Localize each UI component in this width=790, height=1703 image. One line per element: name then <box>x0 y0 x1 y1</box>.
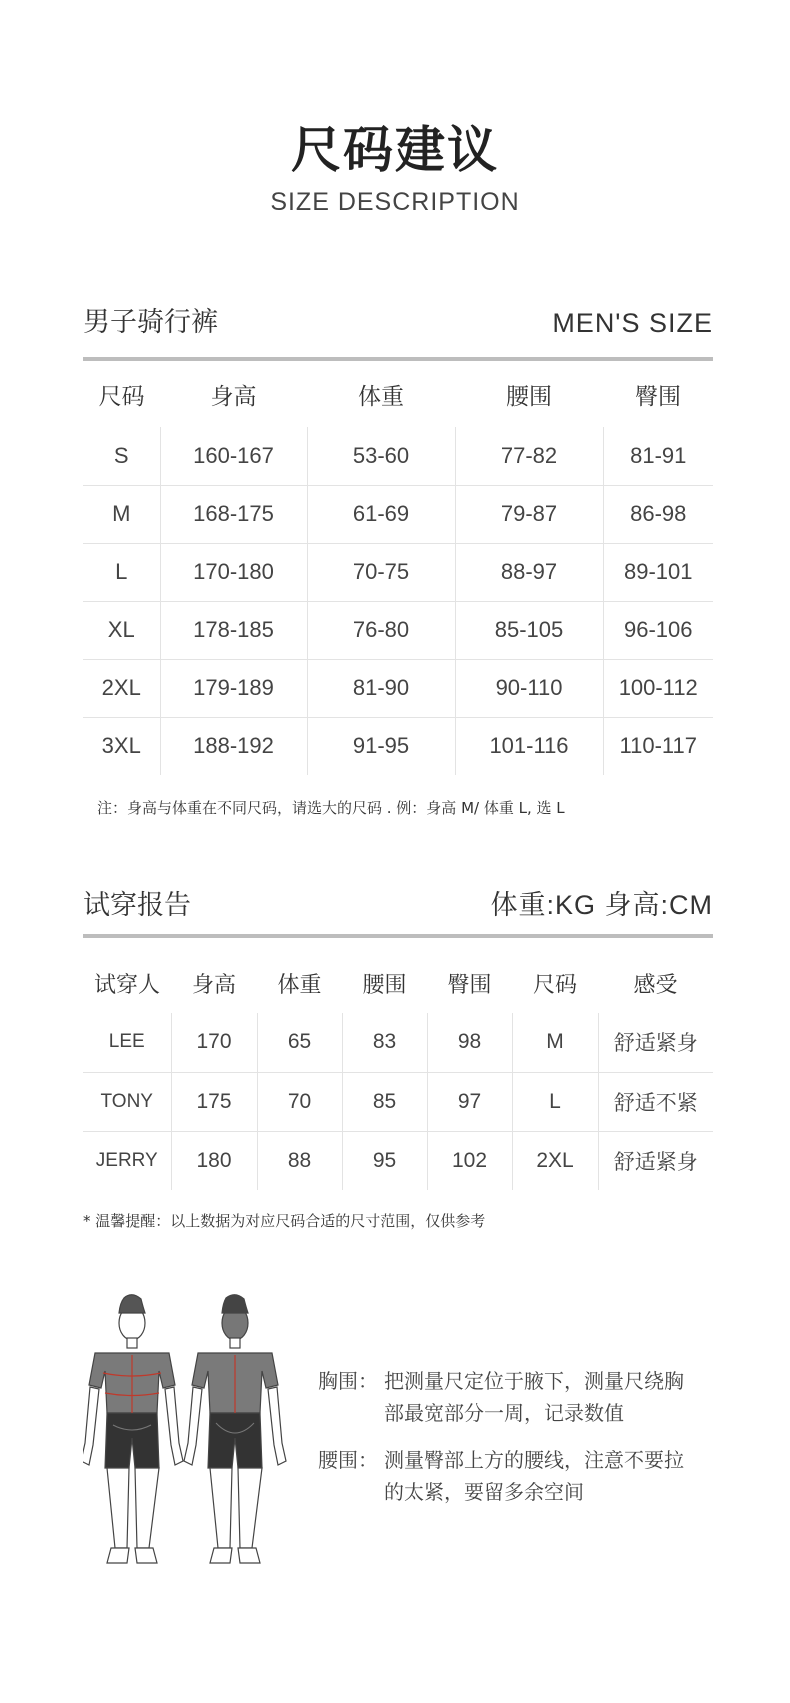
table-cell: 2XL <box>83 659 160 717</box>
waist-text-line1: 测量臀部上方的腰线，注意不要拉 <box>384 1448 684 1472</box>
table-cell: 110-117 <box>619 733 697 759</box>
page-header <box>0 118 790 217</box>
table-cell: 180 <box>171 1131 257 1190</box>
column-header-size: 尺码 <box>532 972 577 998</box>
table-cell: M <box>83 485 160 543</box>
column-header-hip: 臀围 <box>447 972 492 998</box>
table-cell: 53-60 <box>307 427 455 485</box>
table-cell: 81-90 <box>307 659 455 717</box>
table-cell: 168-175 <box>160 485 307 543</box>
table-cell: 89-101 <box>603 543 713 601</box>
column-header-feeling: 感受 <box>633 972 678 998</box>
table-cell: L <box>512 1072 598 1131</box>
table-cell: TONY <box>83 1072 171 1131</box>
table-cell: 2XL <box>512 1131 598 1190</box>
cyclist-front-back-illustration <box>83 1293 293 1603</box>
chest-text-line1: 把测量尺定位于腋下，测量尺绕胸 <box>384 1369 684 1393</box>
table-cell: 85 <box>342 1072 427 1131</box>
table-cell: L <box>83 543 160 601</box>
column-header-hip: 臀围 <box>635 384 681 410</box>
table-cell: 170 <box>171 1013 257 1072</box>
column-header-height: 身高 <box>210 384 257 410</box>
table-cell: 90-110 <box>455 659 603 717</box>
reminder-note: * 温馨提醒：以上数据为对应尺码合适的尺寸范围，仅供参考 <box>83 1212 486 1230</box>
table-cell: 96-106 <box>603 601 713 659</box>
table-cell: 88 <box>257 1131 342 1190</box>
table-cell: JERRY <box>83 1131 171 1190</box>
table-row <box>83 1013 713 1072</box>
table-cell: M <box>512 1013 598 1072</box>
table-cell: 76-80 <box>307 601 455 659</box>
page-title: 尺码建议 <box>291 121 499 179</box>
table-row <box>83 601 713 659</box>
table-cell: 170-180 <box>160 543 307 601</box>
trial-section-title: 试穿报告 <box>83 890 191 921</box>
trial-report-table <box>83 953 713 1190</box>
table-cell: 70 <box>257 1072 342 1131</box>
waist-text-line2: 的太紧，要留多余空间 <box>384 1480 584 1504</box>
table-cell: XL <box>83 601 160 659</box>
chest-text-line2: 部最宽部分一周，记录数值 <box>384 1401 624 1425</box>
mens-section-subtitle: MEN'S SIZE <box>552 308 713 338</box>
mens-section-header <box>83 305 713 345</box>
table-cell: 98 <box>427 1013 512 1072</box>
table-row <box>83 485 713 543</box>
waist-measure-instruction <box>318 1444 684 1508</box>
table-cell: 65 <box>257 1013 342 1072</box>
table-cell: 188-192 <box>160 717 307 775</box>
mens-size-note: 注：身高与体重在不同尺码，请选大的尺码 . 例：身高 M/ 体重 L, 选 L <box>97 799 565 817</box>
table-cell: 95 <box>342 1131 427 1190</box>
table-header-row <box>83 362 713 427</box>
table-cell: 70-75 <box>307 543 455 601</box>
table-cell: 88-97 <box>455 543 603 601</box>
table-cell: 160-167 <box>160 427 307 485</box>
table-cell: 100-112 <box>603 659 713 717</box>
trial-section-header <box>83 888 713 928</box>
page-subtitle: SIZE DESCRIPTION <box>270 188 520 216</box>
table-cell: 97 <box>427 1072 512 1131</box>
table-cell: 175 <box>171 1072 257 1131</box>
table-cell: 178-185 <box>160 601 307 659</box>
table-cell: 81-91 <box>603 427 713 485</box>
table-header-row <box>83 953 713 1013</box>
table-cell: 舒适紧身 <box>613 1149 698 1174</box>
column-header-waist: 腰围 <box>506 384 552 410</box>
mens-section-rule <box>83 357 713 361</box>
column-header-waist: 腰围 <box>362 972 407 998</box>
table-cell: S <box>83 427 160 485</box>
trial-section-units: 体重:KG 身高:CM <box>490 890 713 920</box>
table-row <box>83 1131 713 1190</box>
column-header-size: 尺码 <box>98 384 145 410</box>
table-cell: 79-87 <box>455 485 603 543</box>
trial-section-rule <box>83 934 713 938</box>
table-cell: 102 <box>427 1131 512 1190</box>
table-row <box>83 1072 713 1131</box>
table-cell: 85-105 <box>455 601 603 659</box>
table-cell: 101-116 <box>455 717 603 775</box>
column-header-weight: 体重 <box>277 972 322 998</box>
table-cell: 91-95 <box>307 717 455 775</box>
table-cell: 3XL <box>83 717 160 775</box>
column-header-tester: 试穿人 <box>93 972 160 998</box>
table-cell: 179-189 <box>160 659 307 717</box>
table-cell: 舒适不紧 <box>598 1072 713 1131</box>
table-cell: 86-98 <box>603 485 713 543</box>
table-cell: 77-82 <box>455 427 603 485</box>
measurement-figures <box>83 1293 293 1603</box>
mens-size-table <box>83 362 713 775</box>
chest-measure-instruction <box>318 1365 684 1429</box>
table-cell: 舒适紧身 <box>598 1013 713 1072</box>
table-row <box>83 717 713 775</box>
column-header-weight: 体重 <box>358 384 404 410</box>
table-row <box>83 543 713 601</box>
table-row <box>83 427 713 485</box>
waist-label: 腰围： <box>318 1448 378 1472</box>
table-cell: LEE <box>83 1013 171 1072</box>
chest-label: 胸围： <box>318 1369 378 1393</box>
table-row <box>83 659 713 717</box>
column-header-height: 身高 <box>191 972 236 998</box>
mens-section-title: 男子骑行裤 <box>83 307 218 338</box>
table-cell: 83 <box>342 1013 427 1072</box>
table-cell: 61-69 <box>307 485 455 543</box>
